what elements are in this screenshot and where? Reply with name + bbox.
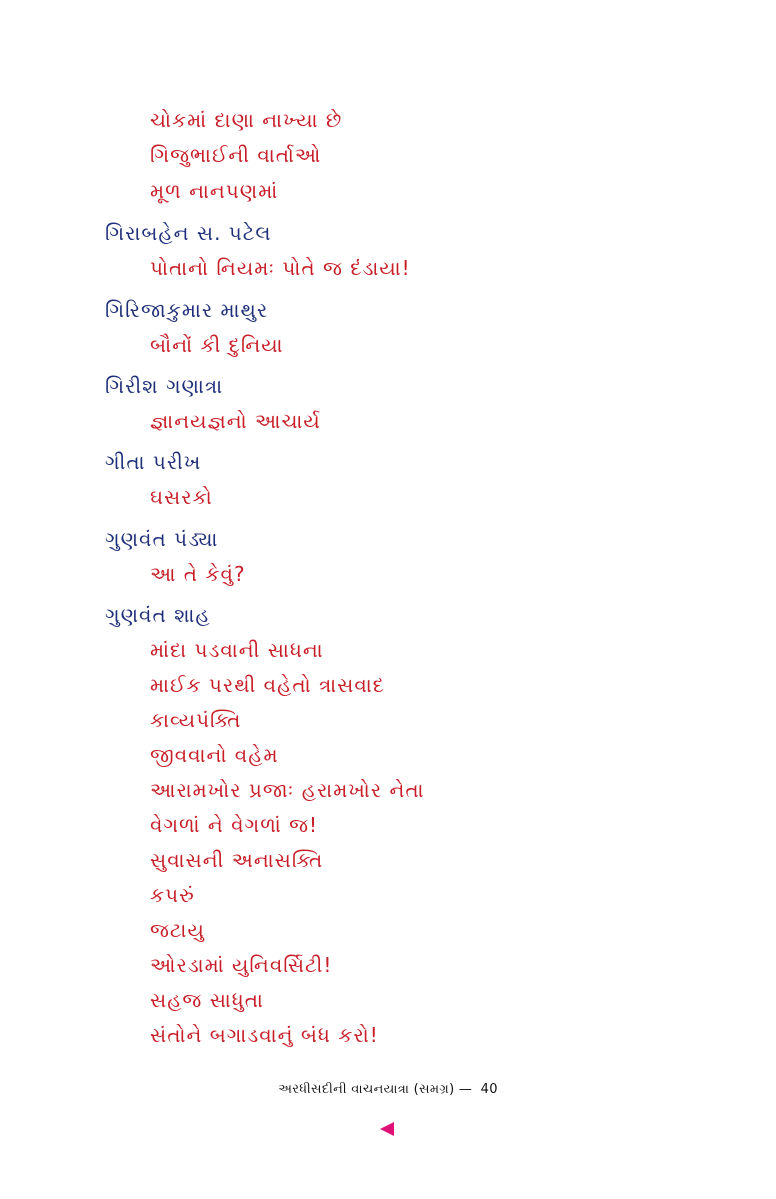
author-name: ગુણવંત શાહ <box>105 603 211 627</box>
title-entry: બૌનોં કી દુનિયા <box>150 333 284 357</box>
author-name: ગિરાબહેન સ. પટેલ <box>105 221 272 245</box>
author-name: ગુણવંત પંડ્યા <box>105 527 219 551</box>
title-entry: માંદા પડવાની સાધના <box>150 638 324 662</box>
title-entry: જટાયુ <box>150 918 205 942</box>
left-arrow-icon[interactable] <box>380 1122 394 1136</box>
title-entry: વેગળાં ને વેગળાં જ! <box>150 813 319 837</box>
title-entry: ચોકમાં દાણા નાખ્યા છે <box>150 108 343 132</box>
title-entry: આ તે કેવું? <box>150 562 246 586</box>
title-entry: કપરું <box>150 883 195 907</box>
title-entry: કાવ્યપંક્તિ <box>150 708 242 732</box>
title-entry: માઈક પરથી વહેતો ત્રાસવાદ <box>150 673 385 697</box>
title-entry: પોતાનો નિયમઃ પોતે જ દંડાયા! <box>150 256 411 280</box>
title-entry: સહજ સાધુતા <box>150 988 264 1012</box>
title-entry: ઓરડામાં યુનિવર્સિટી! <box>150 953 333 977</box>
author-name: ગિરિજાકુમાર માથુર <box>105 298 269 322</box>
title-entry: સંતોને બગાડવાનું બંધ કરો! <box>150 1023 379 1047</box>
author-name: ગિરીશ ગણાત્રા <box>105 374 224 398</box>
author-name: ગીતા પરીખ <box>105 450 202 474</box>
title-entry: જીવવાનો વહેમ <box>150 743 279 767</box>
title-entry: આરામખોર પ્રજાઃ હરામખોર નેતા <box>150 778 425 802</box>
book-title: અરધીસદીની વાચનયાત્રા (સમગ્ર) — <box>278 1082 473 1097</box>
page-footer <box>0 1082 776 1097</box>
title-entry: ઘસરકો <box>150 485 213 509</box>
page-number: 40 <box>480 1082 498 1097</box>
title-entry: મૂળ નાનપણમાં <box>150 179 279 203</box>
title-entry: ગિજુભાઈની વાર્તાઓ <box>150 143 322 167</box>
title-entry: જ્ઞાનયજ્ઞનો આચાર્ય <box>150 409 321 433</box>
title-entry: સુવાસની અનાસક્તિ <box>150 848 324 872</box>
